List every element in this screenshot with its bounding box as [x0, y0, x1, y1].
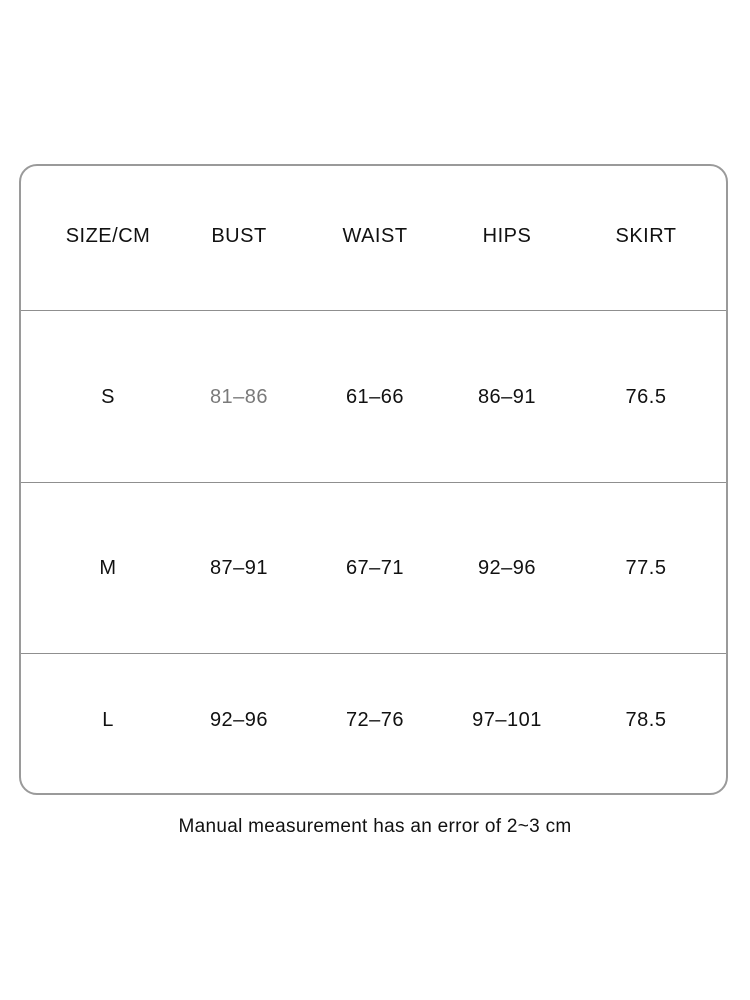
measurement-note: Manual measurement has an error of 2~3 cm [178, 816, 572, 837]
skirt-cell: 76.5 [625, 385, 667, 408]
header-bust: BUST [211, 225, 267, 247]
header-skirt: SKIRT [615, 225, 677, 247]
header-size: SIZE/CM [65, 225, 151, 247]
bust-cell: 92–96 [209, 709, 269, 731]
hips-cell: 86–91 [477, 385, 537, 408]
size-chart-table [19, 164, 728, 795]
header-hips: HIPS [482, 225, 532, 247]
bust-cell: 87–91 [209, 557, 269, 579]
size-cell: S [101, 385, 115, 408]
size-cell: L [102, 709, 114, 731]
header-waist: WAIST [342, 225, 408, 247]
hips-cell: 97–101 [472, 709, 542, 731]
bust-cell: 81–86 [209, 385, 269, 408]
waist-cell: 67–71 [345, 557, 405, 579]
skirt-cell: 78.5 [625, 709, 667, 731]
hips-cell: 92–96 [477, 557, 537, 579]
table-row [21, 483, 726, 654]
table-row [21, 654, 726, 795]
table-row [21, 311, 726, 483]
size-cell: M [99, 557, 117, 579]
waist-cell: 72–76 [345, 709, 405, 731]
skirt-cell: 77.5 [625, 557, 667, 579]
waist-cell: 61–66 [345, 385, 405, 408]
table-header-row [21, 166, 726, 311]
